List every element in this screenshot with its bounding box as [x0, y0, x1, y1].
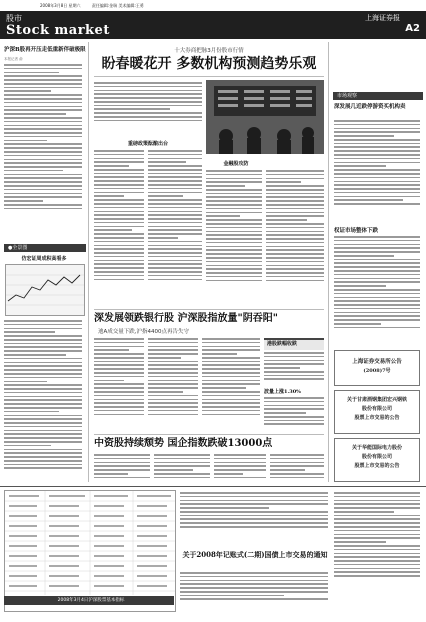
mid2-body-col4 — [270, 454, 324, 484]
mid2-body-col1 — [94, 454, 150, 484]
lead-body-col3 — [206, 170, 262, 305]
lead-headline: 盼春暖花开 多数机构预测趋势乐观 — [101, 56, 317, 72]
page-number: A2 — [405, 23, 420, 34]
lead-photo — [206, 80, 324, 154]
right-box-header: 市场观察 — [333, 92, 423, 100]
ad-gansu-line3: 股票上市交易的公告 — [354, 415, 400, 421]
right-headline-2: 权证市场整体下跌 — [334, 228, 379, 234]
left-article-body-2 — [4, 320, 82, 498]
bottom-mid-body — [180, 492, 328, 546]
right-article-1 — [334, 120, 420, 220]
mid-deck-1: 迪A成交量下跌,沪指4400点再告失守 — [98, 329, 190, 335]
section-label: 股市 — [6, 14, 22, 23]
lead-kicker: 十大券商把脉3月份股市行情 — [174, 48, 244, 54]
bond-notice-body — [180, 572, 328, 618]
mid-box-body-2 — [264, 397, 324, 433]
ad-huaneng-line2: 股份有限公司 — [361, 454, 392, 460]
section-title: Stock market — [6, 23, 110, 38]
ad-huaneng-line1: 关于华能国际电力股份 — [351, 445, 402, 451]
left-headline-text: 沪深B股再开压走低重新伴破极限 — [4, 47, 86, 53]
ad-sse-line2: (2008)7号 — [363, 368, 391, 374]
left-article-body — [4, 64, 82, 239]
mid-box-title-2: 波量上涨1.30% — [264, 389, 301, 395]
mid-headline-2: 中资股持续颓势 国企指数跌破13000点 — [94, 438, 273, 449]
ad-gansu-line2: 股份有限公司 — [361, 406, 392, 412]
mid-headline-1: 深发展领跌银行股 沪深股指放量"阴吞阳" — [94, 313, 278, 324]
left-line-chart — [5, 264, 85, 316]
ad-sse-notice — [334, 350, 420, 386]
issue-date: 2008年3月8日 星期六 — [40, 3, 81, 8]
bond-notice-title: 关于2008年记账式(二期)国债上市交易的通知 — [182, 550, 328, 559]
lead-intro — [94, 82, 202, 134]
left-top-headline — [4, 46, 86, 55]
ad-huaneng-line3: 股票上市交易的公告 — [354, 463, 400, 469]
lead-subhead-2: 金融股攻防 — [223, 161, 249, 167]
mid-box-header-1 — [264, 338, 324, 350]
ad-gansu-steel — [334, 390, 420, 434]
ad-gansu-line1: 关于甘肃酒钢集团宏兴钢铁 — [346, 397, 407, 403]
mid-body-col1 — [94, 338, 144, 433]
lead-body-col1 — [94, 150, 144, 305]
section-banner — [0, 11, 426, 39]
mid-box-title-1: 港股跌幅收跌 — [267, 341, 298, 347]
mid2-body-col3 — [214, 454, 266, 484]
left-byline: 本报记者 俞 — [4, 57, 23, 61]
left-box-header: ●全景图 — [4, 244, 86, 252]
mid2-body-col2 — [154, 454, 210, 484]
mid-box-body-1 — [264, 352, 324, 386]
lead-body-col2 — [148, 150, 202, 305]
lead-subhead-1: 重磅政策酝酿出台 — [127, 141, 168, 147]
editors-line: 责任编辑:金瑞 美术编辑:王勇 — [91, 3, 144, 8]
ad-huaneng — [334, 438, 420, 482]
stats-table — [4, 490, 176, 612]
lead-body-col4 — [266, 170, 324, 305]
stats-table-block — [4, 490, 174, 618]
left-chart-title: 仿宏证周成积高看多 — [21, 256, 67, 262]
mid-body-col2 — [148, 338, 198, 433]
right-article-2 — [334, 236, 420, 346]
ad-sse-line1: 上海证券交易所公告 — [352, 359, 402, 365]
bottom-right-body — [334, 492, 420, 618]
right-headline-1: 深发展几近跌停游资买机构卖 — [334, 104, 406, 110]
paper-name: 上海证券报 — [365, 14, 400, 22]
mid-body-col3 — [202, 338, 260, 433]
stats-table-title: 2008年3月4日沪深股票基本指标 — [4, 596, 174, 605]
